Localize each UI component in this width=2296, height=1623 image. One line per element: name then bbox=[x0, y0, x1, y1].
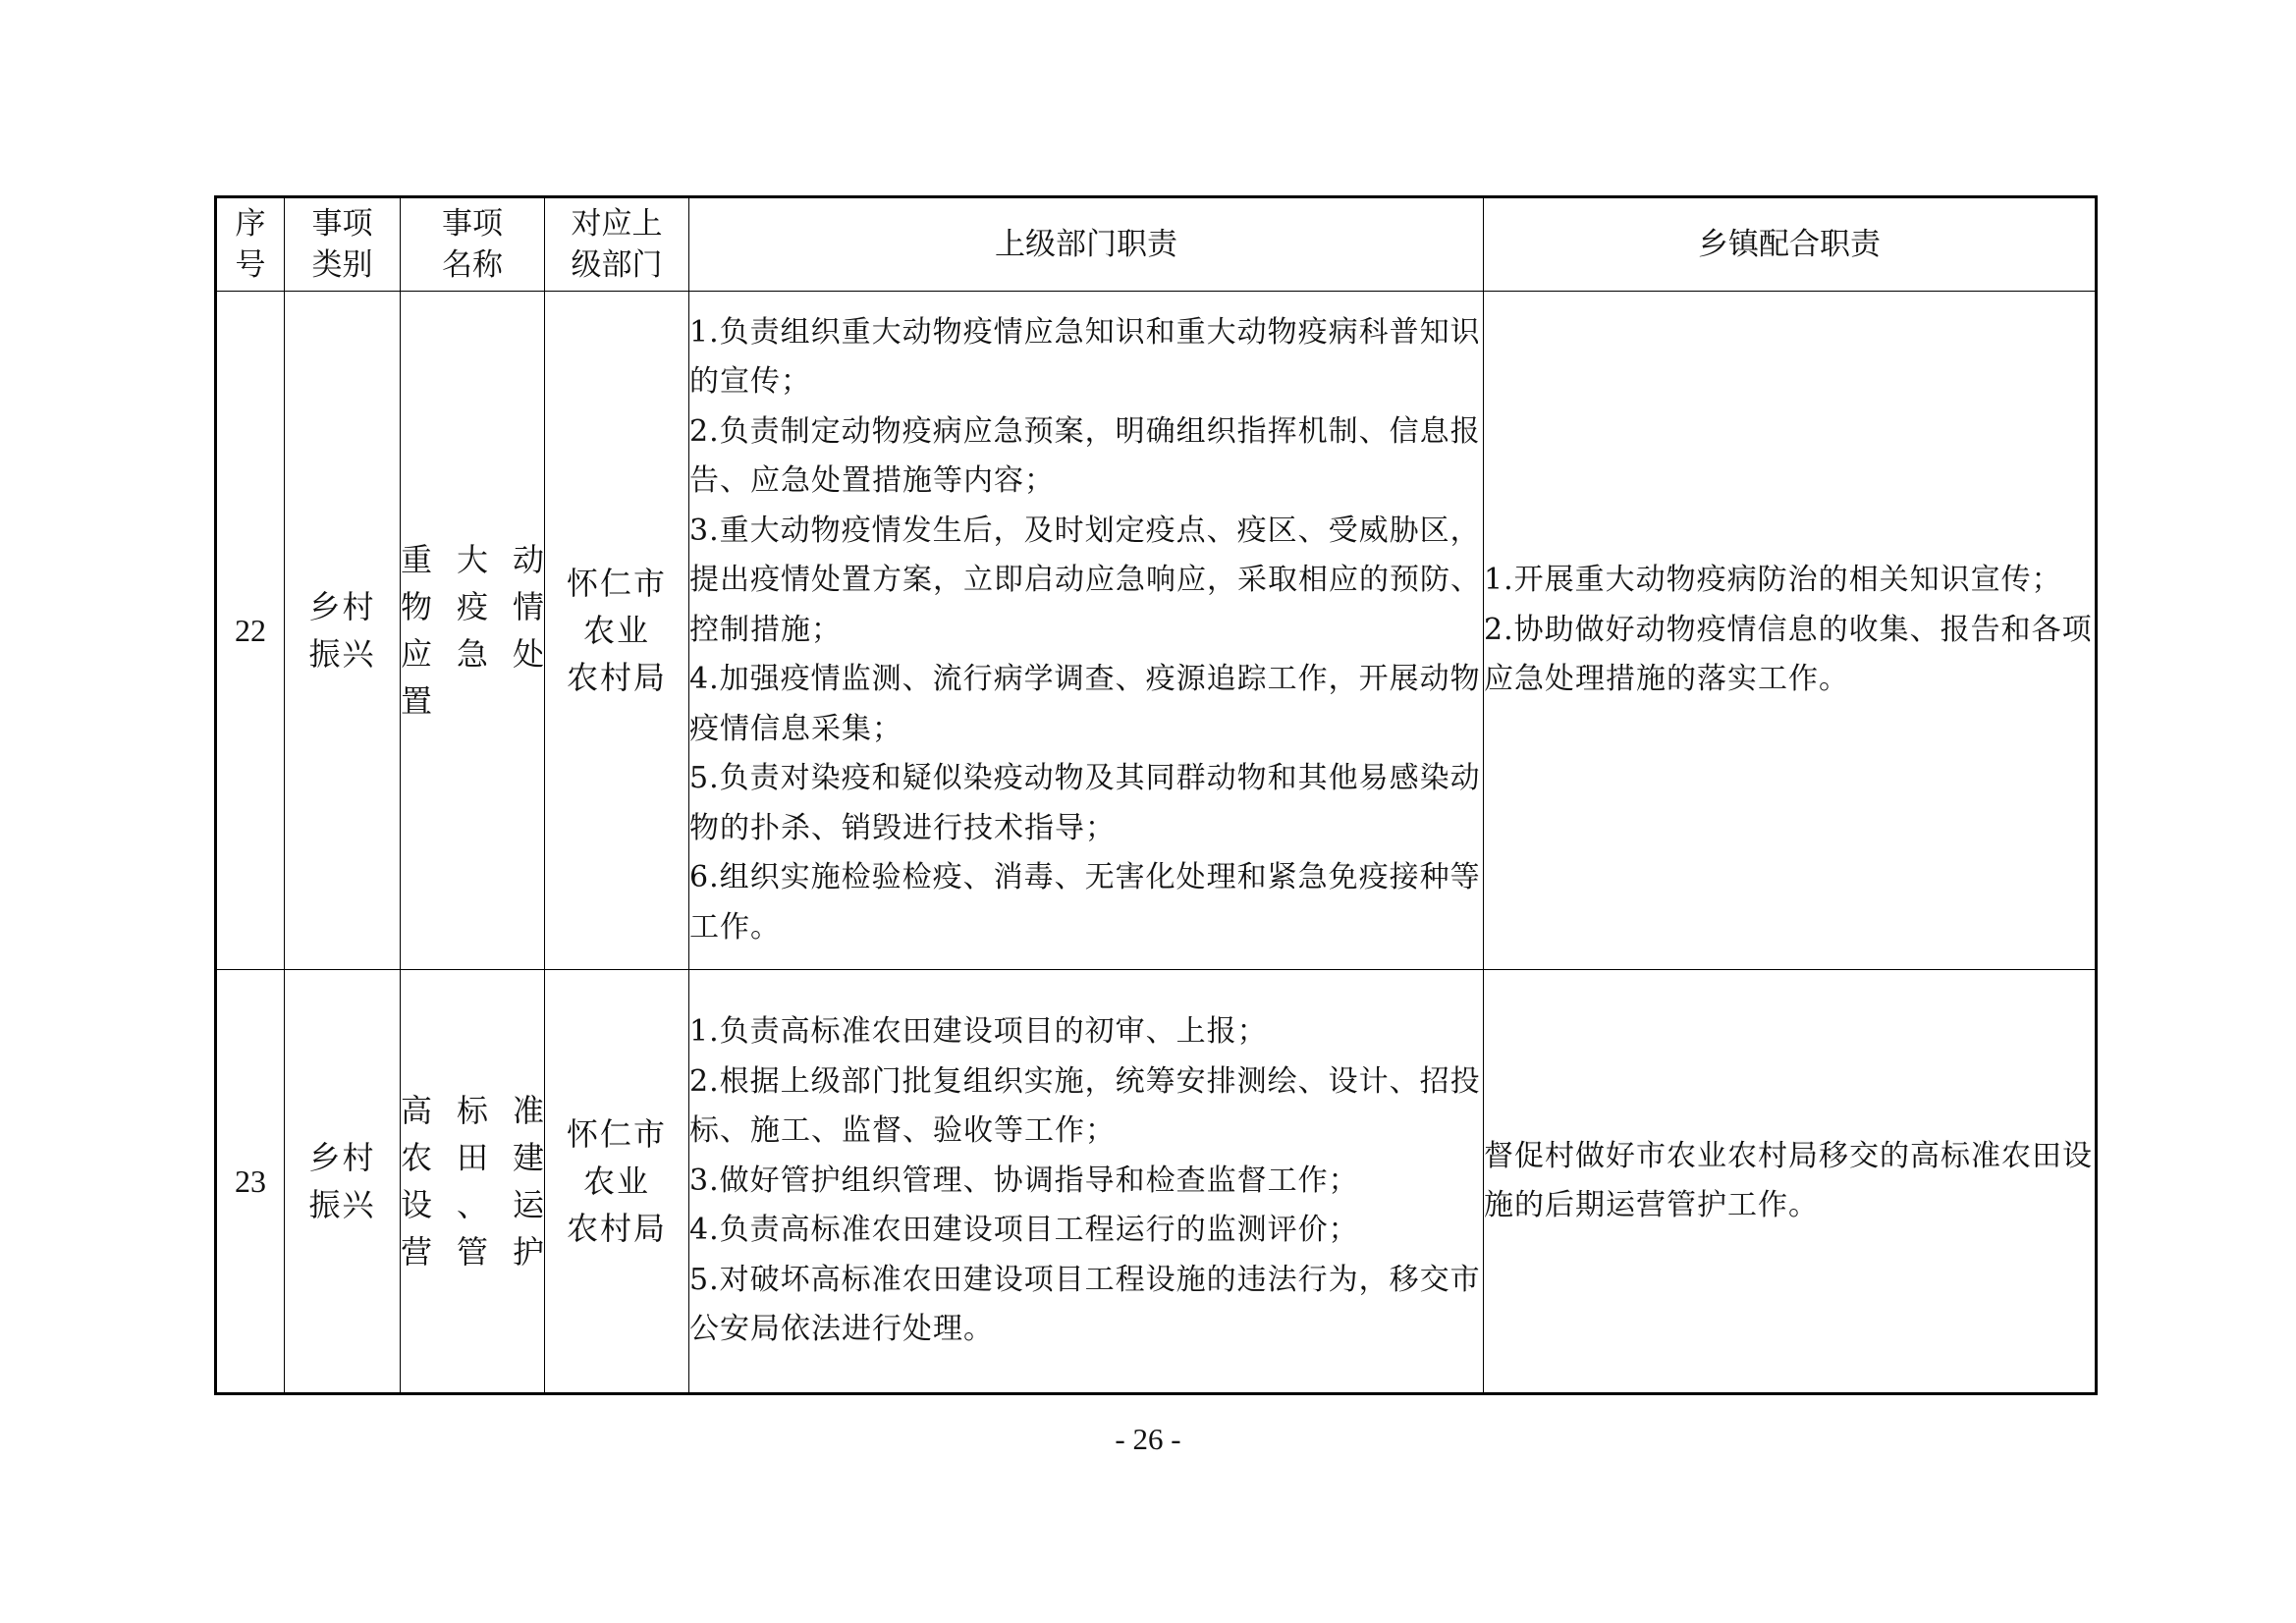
header-upper-duties: 上级部门职责 bbox=[689, 197, 1484, 292]
row-department: 怀仁市 农业 农村局 bbox=[545, 292, 689, 970]
row-department: 怀仁市 农业 农村局 bbox=[545, 970, 689, 1394]
row-town-duties bbox=[1484, 292, 2097, 970]
table-header-row bbox=[216, 197, 2097, 292]
row-seq: 23 bbox=[216, 970, 285, 1394]
table-row bbox=[216, 292, 2097, 970]
duty-item: 1.负责高标准农田建设项目的初审、上报； bbox=[689, 1014, 1268, 1050]
duty-item: 4.加强疫情监测、流行病学调查、疫源追踪工作，开展动物疫情信息采集； bbox=[689, 662, 1481, 746]
duty-item: 1.开展重大动物疫病防治的相关知识宣传； bbox=[1484, 563, 2062, 598]
header-department: 对应上 级部门 bbox=[545, 197, 689, 292]
duty-table bbox=[214, 195, 2098, 1395]
row-upper-duties bbox=[689, 970, 1484, 1394]
duty-item: 2.协助做好动物疫情信息的收集、报告和各项应急处理措施的落实工作。 bbox=[1484, 612, 2093, 697]
duty-item: 2.负责制定动物疫病应急预案，明确组织指挥机制、信息报告、应急处置措施等内容； bbox=[689, 413, 1481, 499]
page-number: - 26 - bbox=[1115, 1422, 1181, 1456]
duty-item: 5.对破坏高标准农田建设项目工程设施的违法行为，移交市公安局依法进行处理。 bbox=[689, 1262, 1481, 1347]
duty-item: 6.组织实施检验检疫、消毒、无害化处理和紧急免疫接种等工作。 bbox=[689, 860, 1481, 945]
duty-item: 1.负责组织重大动物疫情应急知识和重大动物疫病科普知识的宣传； bbox=[689, 314, 1481, 400]
row-item-name: 高标准 农田建 设、运 营管护 bbox=[401, 970, 545, 1394]
duty-item: 3.做好管护组织管理、协调指导和检查监督工作； bbox=[689, 1163, 1359, 1198]
row-town-duties bbox=[1484, 970, 2097, 1394]
row-upper-duties bbox=[689, 292, 1484, 970]
row-seq: 22 bbox=[216, 292, 285, 970]
duty-item: 5.负责对染疫和疑似染疫动物及其同群动物和其他易感染动物的扑杀、销毁进行技术指导； bbox=[689, 761, 1481, 845]
header-seq: 序 号 bbox=[216, 197, 285, 292]
duty-item: 2.根据上级部门批复组织实施，统筹安排测绘、设计、招投标、施工、监督、验收等工作； bbox=[689, 1063, 1481, 1149]
duty-item: 4.负责高标准农田建设项目工程运行的监测评价； bbox=[689, 1213, 1359, 1248]
row-item-name: 重大动 物疫情 应急处 置 bbox=[401, 292, 545, 970]
duty-item: 督促村做好市农业农村局移交的高标准农田设施的后期运营管护工作。 bbox=[1484, 1138, 2093, 1222]
header-category: 事项 类别 bbox=[285, 197, 401, 292]
row-category: 乡村 振兴 bbox=[285, 970, 401, 1394]
duty-item: 3.重大动物疫情发生后，及时划定疫点、疫区、受威胁区，提出疫情处置方案，立即启动应急响应，采取相应的预防、控制措施； bbox=[689, 513, 1481, 647]
header-name: 事项 名称 bbox=[401, 197, 545, 292]
table-row bbox=[216, 970, 2097, 1394]
header-town-duties: 乡镇配合职责 bbox=[1484, 197, 2097, 292]
row-category: 乡村 振兴 bbox=[285, 292, 401, 970]
